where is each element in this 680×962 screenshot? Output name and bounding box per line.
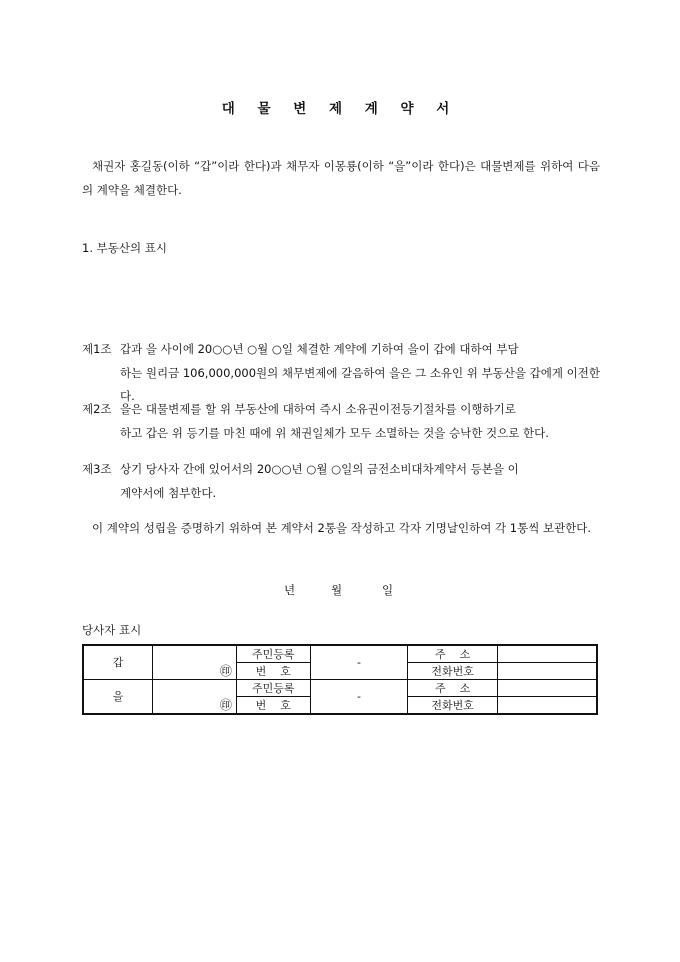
intro-paragraph: 채권자 홍길동(이하 “갑”이라 한다)과 채무자 이몽룡(이하 “을”이라 한다)은 대물변제를 위하여 다음의 계약을 체결한다. [82, 159, 600, 197]
phone-value [497, 663, 597, 680]
address-label: 주 소 [408, 680, 498, 697]
article-2 [82, 398, 600, 445]
date-month: 월 [331, 583, 343, 597]
id-label-bottom: 번 호 [236, 697, 310, 715]
parties-label: 당사자 표시 [82, 623, 142, 637]
date-day: 일 [382, 583, 394, 597]
article-2-rest: 하고 갑은 위 등기를 마친 때에 위 채권일체가 모두 소멸하는 것을 승낙한 것으로 한다. [120, 425, 549, 440]
address-value [497, 680, 597, 697]
party-row [83, 680, 597, 697]
seal-icon: ㊞ [219, 698, 232, 712]
id-label-top: 주민등록 [236, 645, 310, 663]
phone-label: 전화번호 [408, 697, 498, 715]
article-3 [82, 458, 600, 505]
article-3-line1: 상기 당사자 간에 있어서의 20○○년 ○월 ○일의 금전소비대차계약서 등본을 이 [120, 462, 519, 476]
article-2-head: 제2조 [82, 402, 112, 416]
article-3-rest: 계약서에 첨부한다. [120, 485, 217, 500]
article-1-head: 제1조 [82, 342, 112, 356]
id-value: - [310, 680, 408, 715]
id-value: - [310, 645, 408, 680]
party-role: 을 [83, 680, 153, 715]
parties-table [82, 644, 598, 715]
phone-value [497, 697, 597, 715]
id-label-bottom: 번 호 [236, 663, 310, 680]
article-3-head: 제3조 [82, 462, 112, 476]
party-role: 갑 [83, 645, 153, 680]
address-value [497, 645, 597, 663]
seal-icon: ㊞ [219, 664, 232, 678]
article-1-rest: 하는 원리금 106,000,000원의 채무변제에 갈음하여 을은 그 소유인 위 부동산을 갑에게 이전한다. [120, 365, 600, 403]
article-2-line1: 을은 대물변제를 할 위 부동산에 대하여 즉시 소유권이전등기절차를 이행하기로 [120, 402, 516, 416]
section-heading-property: 1. 부동산의 표시 [82, 241, 167, 255]
phone-label: 전화번호 [408, 663, 498, 680]
date-year: 년 [284, 583, 296, 597]
closing-paragraph: 이 계약의 성립을 증명하기 위하여 본 계약서 2통을 작성하고 각자 기명날인하여 각 1통씩 보관한다. [92, 521, 592, 535]
party-row [83, 645, 597, 663]
party-seal-cell [153, 680, 237, 715]
party-seal-cell [153, 645, 237, 680]
article-1-line1: 갑과 을 사이에 20○○년 ○월 ○일 체결한 계약에 기하여 을이 갑에 대하여 부담 [120, 342, 519, 356]
id-label-top: 주민등록 [236, 680, 310, 697]
address-label: 주 소 [408, 645, 498, 663]
document-title: 대 물 변 제 계 약 서 [221, 101, 459, 117]
